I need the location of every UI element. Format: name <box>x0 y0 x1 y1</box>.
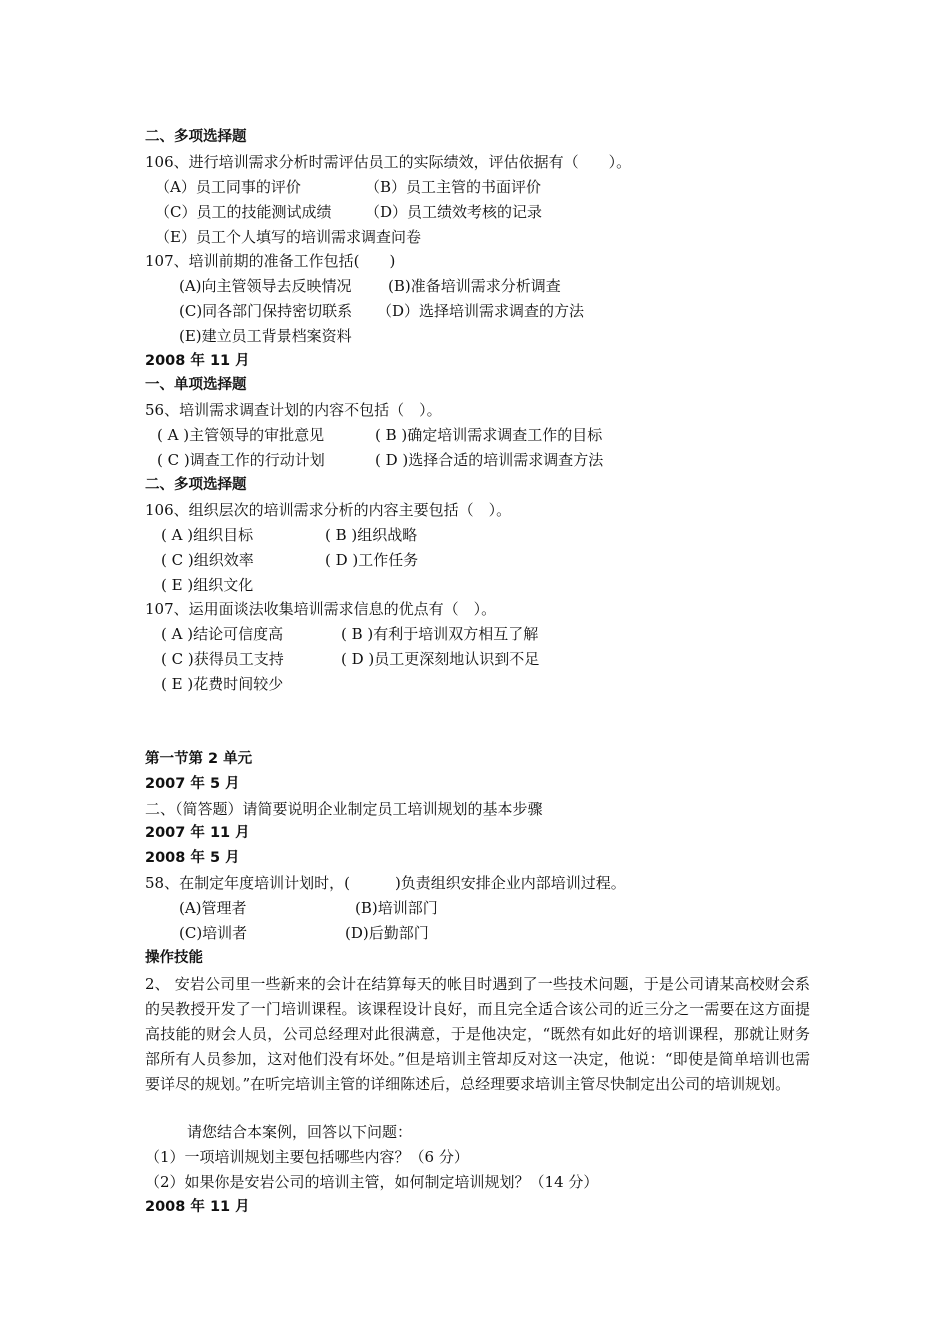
section-heading: 2008 年 5 月 <box>145 850 240 866</box>
text-line: ( A )结论可信度高 <box>161 625 284 643</box>
text-line: ( B )组织战略 <box>325 526 418 544</box>
text-line: (A)管理者 <box>179 899 247 917</box>
text-line: ( A )主管领导的审批意见 <box>157 426 325 444</box>
section-heading: 2007 年 11 月 <box>145 825 250 841</box>
text-line: (B)培训部门 <box>355 899 438 917</box>
text-line: (D)后勤部门 <box>345 924 429 942</box>
text-line: ( C )获得员工支持 <box>161 650 284 668</box>
case-paragraph: 2、 安岩公司里一些新来的会计在结算每天的帐目时遇到了一些技术问题，于是公司请某高校财会系的吴教授开发了一门培训课程。该课程设计良好，而且完全适合该公司的近三分之一需要在这方面提高技能的财会人员，公司总经理对此很满意，于是他决定，“既然有如此好的培训课程，那就让财务部所有人员参加，这对他们没有坏处。”但是培训主管却反对这一决定，他说：“即使是简单培训也需要详尽的规划。”在听完培训主管的详细陈述后，总经理要求培训主管尽快制定出公司的培训规划。 <box>145 975 810 1093</box>
section-heading: 2008 年 11 月 <box>145 353 250 369</box>
text-line: 二、（简答题）请简要说明企业制定员工培训规划的基本步骤 <box>145 800 543 818</box>
text-line: （B）员工主管的书面评价 <box>365 178 542 196</box>
text-line: 请您结合本案例，回答以下问题： <box>157 1123 413 1141</box>
text-line: ( E )花费时间较少 <box>161 675 284 693</box>
text-line: 56、培训需求调查计划的内容不包括（ ）。 <box>145 401 442 419</box>
text-line: （C）员工的技能测试成绩 <box>155 203 332 221</box>
text-line: ( D )工作任务 <box>325 551 419 569</box>
text-line: ( A )组织目标 <box>161 526 254 544</box>
text-line: (C)同各部门保持密切联系 <box>179 302 353 320</box>
text-line: ( B )确定培训需求调查工作的目标 <box>375 426 603 444</box>
text-line: (E)建立员工背景档案资料 <box>179 327 352 345</box>
text-line: 107、培训前期的准备工作包括( ) <box>145 252 396 270</box>
text-line: 106、进行培训需求分析时需评估员工的实际绩效，评估依据有（ ）。 <box>145 153 632 171</box>
text-line: ( B )有利于培训双方相互了解 <box>341 625 539 643</box>
text-line: （2）如果你是安岩公司的培训主管，如何制定培训规划？（14 分） <box>145 1173 599 1191</box>
text-line: ( C )组织效率 <box>161 551 254 569</box>
section-heading: 二、多项选择题 <box>145 129 247 145</box>
text-line: （D）员工绩效考核的记录 <box>365 203 543 221</box>
text-line: （E）员工个人填写的培训需求调查问卷 <box>155 228 421 246</box>
section-heading: 2008 年 11 月 <box>145 1199 250 1215</box>
text-line: ( E )组织文化 <box>161 576 254 594</box>
section-heading: 第一节第 2 单元 <box>145 751 253 767</box>
text-line: 107、运用面谈法收集培训需求信息的优点有（ ）。 <box>145 600 497 618</box>
section-heading: 一、单项选择题 <box>145 377 247 393</box>
section-heading: 操作技能 <box>145 950 203 966</box>
text-line: ( D )员工更深刻地认识到不足 <box>341 650 540 668</box>
text-line: ( D )选择合适的培训需求调查方法 <box>375 451 604 469</box>
section-heading: 二、多项选择题 <box>145 477 247 493</box>
text-line: (C)培训者 <box>179 924 248 942</box>
text-line: (A)向主管领导去反映情况 <box>179 277 352 295</box>
text-line: （D）选择培训需求调查的方法 <box>377 302 585 320</box>
text-line: 106、组织层次的培训需求分析的内容主要包括（ ）。 <box>145 501 512 519</box>
section-heading: 2007 年 5 月 <box>145 776 240 792</box>
text-line: （1）一项培训规划主要包括哪些内容？（6 分） <box>145 1148 469 1166</box>
text-line: （A）员工同事的评价 <box>155 178 301 196</box>
text-line: 58、在制定年度培训计划时，( )负责组织安排企业内部培训过程。 <box>145 874 626 892</box>
text-line: (B)准备培训需求分析调查 <box>388 277 561 295</box>
text-line: ( C )调查工作的行动计划 <box>157 451 325 469</box>
